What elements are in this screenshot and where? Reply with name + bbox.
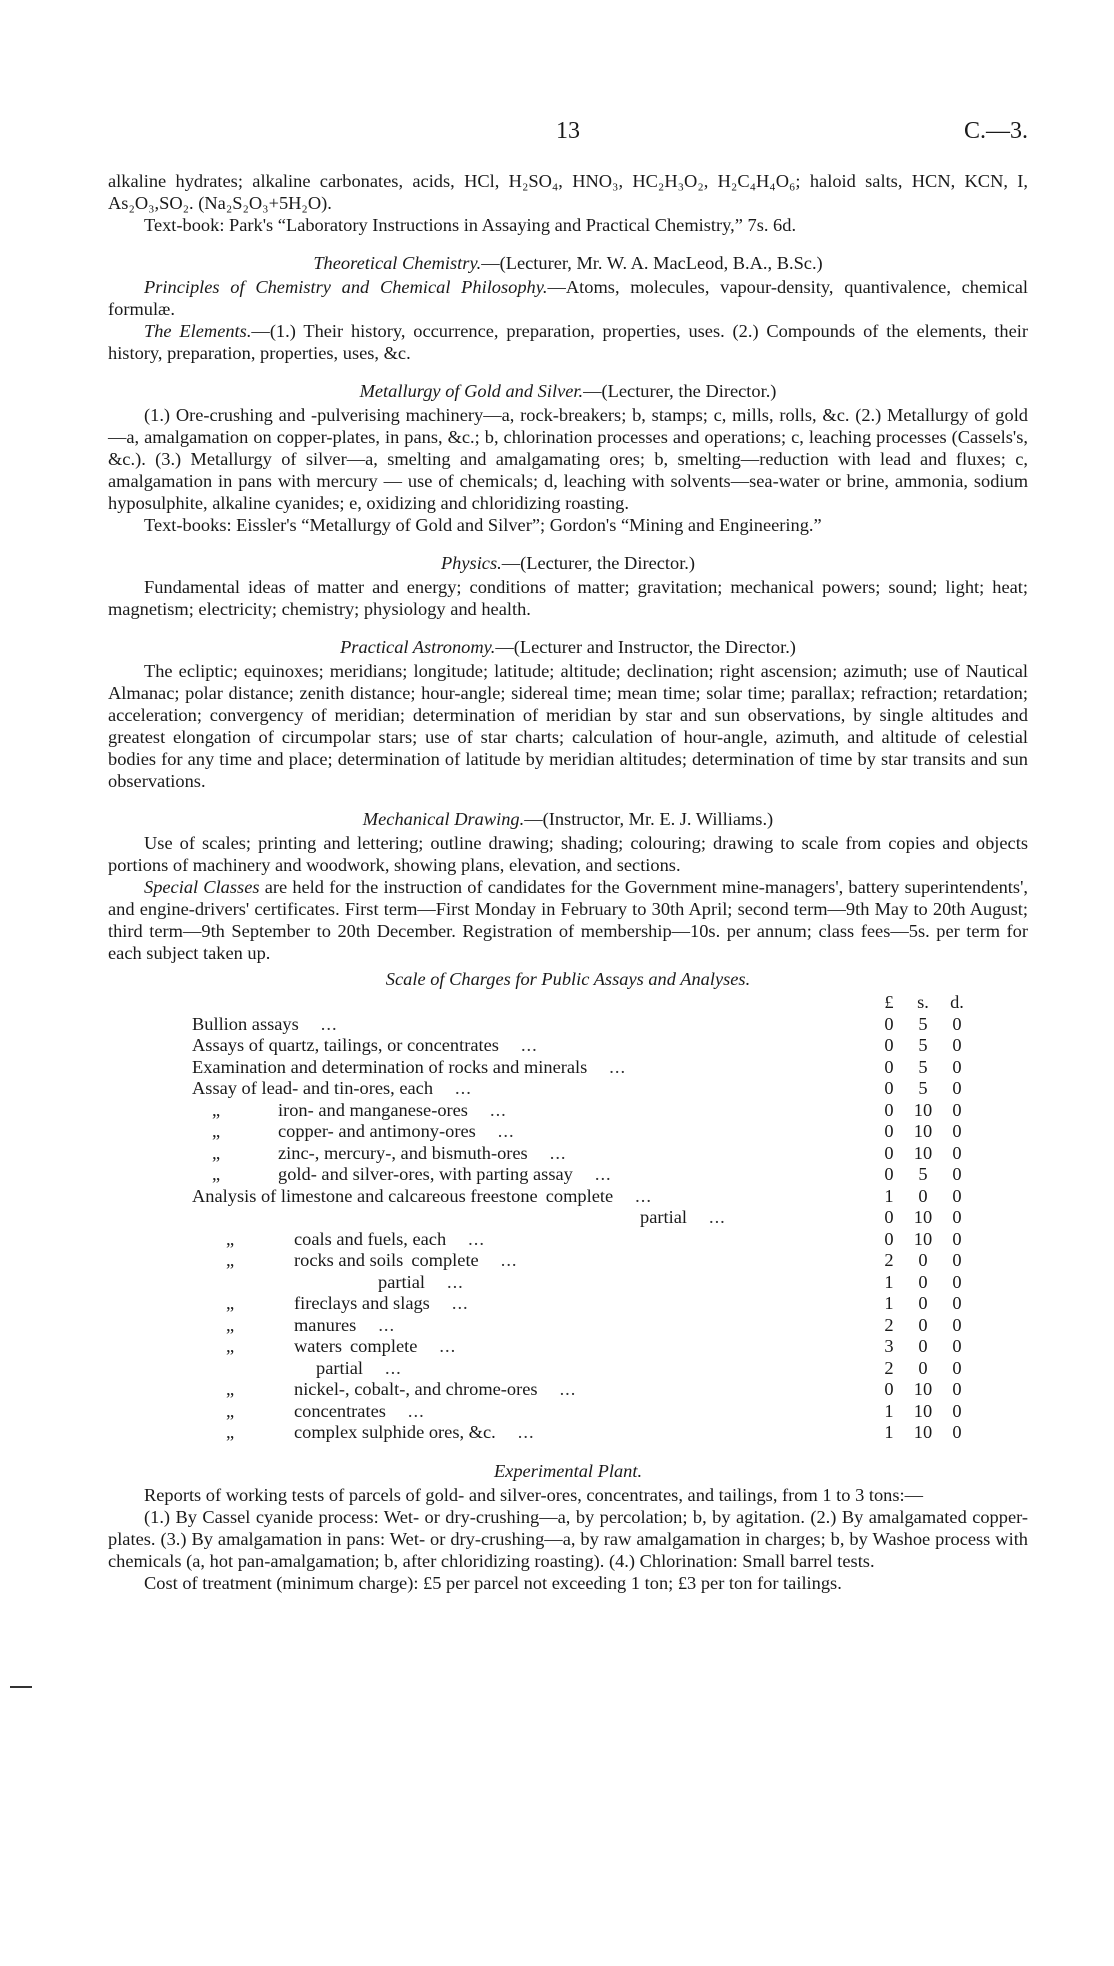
charges-row bbox=[192, 1401, 972, 1423]
ditto-mark: „ bbox=[226, 1250, 235, 1270]
charges-header-row bbox=[192, 992, 972, 1014]
charges-row bbox=[192, 1229, 972, 1251]
plant-processes: (1.) By Cassel cyanide process: Wet- or dry-crushing—a, by percolation; b, by agitation. (2.) By amalgamated copper-plates. (3.) By amalgamation in pans: Wet- or dry-crushing—a, by raw amalgamation in charges; b, by Washoe process with chemicals (a, hot pan-amalgamation; b, after chloridizing roasting). (4.) Chlorination: Small barrel tests. bbox=[108, 1506, 1028, 1571]
elements-text: —(1.) Their history, occurrence, preparation, properties, uses. (2.) Compounds of the elements, their history, preparation, properties, uses, &c. bbox=[108, 321, 1028, 363]
drawing-title: Mechanical Drawing. bbox=[362, 809, 525, 829]
charge-item: „ nickel-, cobalt-, and chrome-ores ... bbox=[192, 1379, 874, 1401]
header-shillings: s. bbox=[917, 992, 929, 1012]
charge-subitem-label: complete bbox=[545, 1185, 614, 1206]
pounds-value: 0 bbox=[884, 1228, 894, 1249]
shillings-value: 10 bbox=[913, 1400, 933, 1421]
pence-value: 0 bbox=[952, 1422, 962, 1442]
charge-item: „ zinc-, mercury-, and bismuth-ores ... bbox=[192, 1143, 874, 1165]
document-reference: C.—3. bbox=[963, 118, 1028, 144]
plant-title: Experimental Plant. bbox=[493, 1460, 643, 1481]
charge-subitem-label: complete bbox=[411, 1250, 479, 1270]
shillings-value: 0 bbox=[918, 1336, 928, 1356]
principles-text: —Atoms, molecules, vapour-density, quantivalence, chemical formulæ. bbox=[108, 277, 1028, 319]
metallurgy-textbooks: Text-books: Eissler's “Metallurgy of Gold and Silver”; Gordon's “Mining and Engineering.” bbox=[144, 515, 822, 535]
pounds-value: 0 bbox=[884, 1121, 894, 1141]
pounds-value: 1 bbox=[884, 1271, 894, 1292]
pence-value: 0 bbox=[952, 1078, 962, 1098]
charge-item-label: zinc-, mercury-, and bismuth-ores bbox=[278, 1142, 528, 1163]
charges-row bbox=[192, 1014, 972, 1036]
charge-item-label: concentrates bbox=[294, 1400, 386, 1421]
shillings-value: 0 bbox=[918, 1271, 928, 1292]
charges-row bbox=[192, 1143, 972, 1165]
pounds-value: 0 bbox=[884, 1207, 894, 1227]
chemistry-textbook: Text-book: Park's “Laboratory Instructions in Assaying and Practical Chemistry,” 7s. 6d. bbox=[144, 215, 797, 235]
margin-mark bbox=[10, 1686, 32, 1688]
charges-row bbox=[192, 1121, 972, 1143]
charges-row bbox=[192, 1272, 972, 1294]
pounds-value: 0 bbox=[884, 1099, 894, 1120]
charge-item-label: waters bbox=[294, 1336, 342, 1356]
pounds-value: 1 bbox=[884, 1185, 894, 1206]
charges-row bbox=[192, 1336, 972, 1358]
charge-item: „ iron- and manganese-ores ... bbox=[192, 1100, 874, 1122]
charges-row bbox=[192, 1250, 972, 1272]
charge-item-label: fireclays and slags bbox=[294, 1293, 430, 1313]
drawing-paragraph: Use of scales; printing and lettering; outline drawing; shading; colouring; drawing to scale from copies and objects portions of machinery and woodwork, showing plans, elevation, and sections. bbox=[108, 833, 1028, 875]
theoretical-chemistry-title: Theoretical Chemistry. bbox=[313, 253, 482, 273]
page-header bbox=[108, 118, 1028, 154]
reagents-paragraph: alkaline hydrates; alkaline carbonates, acids, HCl, H₂SO₄, HNO₃, HC₂H₃O₂, H₂C₄H₄O₆; haloid salts, HCN, KCN, I, As₂O₃,SO₂. (Na₂S₂O₃+5H₂O). bbox=[108, 171, 1028, 213]
shillings-value: 10 bbox=[913, 1099, 933, 1120]
charges-heading bbox=[108, 968, 1028, 990]
charges-row bbox=[192, 1358, 972, 1380]
pence-value: 0 bbox=[952, 1099, 962, 1120]
charge-item: partial ... bbox=[316, 1357, 402, 1378]
charge-item: „ manures ... bbox=[192, 1315, 874, 1337]
charge-item-label: Examination and determination of rocks and minerals bbox=[192, 1056, 588, 1077]
shillings-value: 5 bbox=[918, 1078, 928, 1098]
charge-subitem-label: partial bbox=[378, 1271, 425, 1292]
pounds-value: 2 bbox=[884, 1250, 894, 1270]
charges-row bbox=[192, 1293, 972, 1315]
ditto-mark: „ bbox=[226, 1379, 235, 1399]
charges-row bbox=[192, 1422, 972, 1444]
charge-item: Analysis of limestone and calcareous freestone complete ... bbox=[192, 1185, 652, 1206]
charge-item: „ rocks and soils complete ... bbox=[192, 1250, 874, 1272]
charge-item: „ waters complete ... bbox=[192, 1336, 874, 1358]
charge-item-label: copper- and antimony-ores bbox=[278, 1121, 476, 1141]
plant-intro: Reports of working tests of parcels of gold- and silver-ores, concentrates, and tailings, from 1 to 3 tons:— bbox=[144, 1484, 924, 1505]
astronomy-paragraph: The ecliptic; equinoxes; meridians; longitude; latitude; altitude; declination; right ascension; azimuth; use of Nautical Almanac; polar distance; zenith distance; hour-angle; sidereal time; mean time; solar time; parallax; refraction; retardation; acceleration; convergency of meridian; determination of meridian by star and sun observations, by single altitudes and greatest elongation of circumpolar stars; use of star charts; calculation of hour-angle, azimuth, and altitude of celestial bodies for any time and place; determination of latitude by meridian altitudes; determination of time by star transits and sun observations. bbox=[108, 661, 1028, 791]
charge-item: „ gold- and silver-ores, with parting assay ... bbox=[192, 1164, 874, 1186]
shillings-value: 5 bbox=[918, 1013, 928, 1034]
theoretical-chemistry-lecturer: —(Lecturer, Mr. W. A. MacLeod, B.A., B.Sc.) bbox=[481, 253, 823, 273]
charge-item: Assay of lead- and tin-ores, each ... bbox=[192, 1078, 472, 1098]
metallurgy-title: Metallurgy of Gold and Silver. bbox=[359, 381, 584, 401]
physics-title: Physics. bbox=[440, 553, 502, 573]
pence-value: 0 bbox=[952, 1293, 962, 1313]
ditto-mark: „ bbox=[212, 1142, 221, 1163]
charges-row bbox=[192, 1207, 972, 1229]
pounds-value: 2 bbox=[884, 1357, 894, 1378]
shillings-value: 5 bbox=[918, 1035, 928, 1055]
page-number: 13 bbox=[556, 118, 580, 144]
pence-value: 0 bbox=[952, 1336, 962, 1356]
charge-item: „ concentrates ... bbox=[192, 1401, 874, 1423]
pence-value: 0 bbox=[952, 1314, 962, 1335]
shillings-value: 5 bbox=[918, 1056, 928, 1077]
special-classes-text: are held for the instruction of candidates for the Government mine-managers', battery superintendents', and engine-drivers' certificates. First term—First Monday in February to 30th April; second term—9th May to 20th August; third term—9th September to 20th December. Registration of membership—10s. per annum; class fees—5s. per term for each subject taken up. bbox=[108, 877, 1028, 963]
charge-item: Assays of quartz, tailings, or concentrates ... bbox=[192, 1035, 538, 1055]
ditto-mark: „ bbox=[212, 1121, 221, 1141]
ditto-mark: „ bbox=[226, 1293, 235, 1313]
charges-row bbox=[192, 1315, 972, 1337]
physics-heading bbox=[108, 552, 1028, 574]
shillings-value: 0 bbox=[918, 1357, 928, 1378]
pounds-value: 0 bbox=[884, 1013, 894, 1034]
charge-item-label: iron- and manganese-ores bbox=[278, 1099, 468, 1120]
shillings-value: 0 bbox=[918, 1293, 928, 1313]
pence-value: 0 bbox=[952, 1185, 962, 1206]
ditto-mark: „ bbox=[212, 1164, 221, 1184]
drawing-heading bbox=[108, 808, 1028, 830]
shillings-value: 10 bbox=[913, 1207, 933, 1227]
charge-item: Examination and determination of rocks and minerals ... bbox=[192, 1056, 627, 1077]
pounds-value: 0 bbox=[884, 1056, 894, 1077]
pounds-value: 0 bbox=[884, 1379, 894, 1399]
ditto-mark: „ bbox=[226, 1336, 235, 1356]
charges-row bbox=[192, 1078, 972, 1100]
charges-row bbox=[192, 1379, 972, 1401]
ditto-mark: „ bbox=[226, 1314, 235, 1335]
header-pounds: £ bbox=[884, 992, 894, 1012]
shillings-value: 0 bbox=[918, 1250, 928, 1270]
physics-lecturer: —(Lecturer, the Director.) bbox=[501, 553, 696, 573]
principles-title: Principles of Chemistry and Chemical Philosophy. bbox=[144, 277, 548, 297]
charge-item-label: rocks and soils bbox=[294, 1250, 404, 1270]
charges-row bbox=[192, 1057, 972, 1079]
header-pence: d. bbox=[950, 992, 964, 1012]
plant-heading bbox=[108, 1460, 1028, 1482]
shillings-value: 0 bbox=[918, 1314, 928, 1335]
charges-row bbox=[192, 1164, 972, 1186]
charge-item-label: nickel-, cobalt-, and chrome-ores bbox=[294, 1379, 538, 1399]
charge-subitem-label: complete bbox=[350, 1336, 418, 1356]
charges-table-body bbox=[192, 992, 972, 1444]
metallurgy-paragraph: (1.) Ore-crushing and -pulverising machinery—a, rock-breakers; b, stamps; c, mills, rolls, &c. (2.) Metallurgy of gold—a, amalgamation on copper-plates, in pans, &c.; b, chlorination processes and operations; c, leaching processes (Cassels's, &c.). (3.) Metallurgy of silver—a, smelting and amalgamating ores; b, smelting—reduction with lead and fluxes; c, amalgamation in pans with mercury — use of chemicals; d, leaching with solvents—sea-water or brine, ammonia, sodium hyposulphite, alkaline cyanides; e, oxidizing and chloridizing roasting. bbox=[108, 405, 1028, 513]
pence-value: 0 bbox=[952, 1142, 962, 1163]
pence-value: 0 bbox=[952, 1164, 962, 1184]
charges-table bbox=[192, 992, 972, 1444]
pence-value: 0 bbox=[952, 1379, 962, 1399]
theoretical-chemistry-heading bbox=[108, 252, 1028, 274]
special-classes-title: Special Classes bbox=[144, 877, 260, 897]
charge-item-label: Assays of quartz, tailings, or concentrates bbox=[192, 1035, 499, 1055]
charge-item-label: Assay of lead- and tin-ores, each bbox=[192, 1078, 434, 1098]
pence-value: 0 bbox=[952, 1357, 962, 1378]
charge-subitem-label: partial bbox=[640, 1207, 687, 1227]
principles-paragraph bbox=[108, 276, 1028, 320]
astronomy-title: Practical Astronomy. bbox=[340, 637, 496, 657]
drawing-lecturer: —(Instructor, Mr. E. J. Williams.) bbox=[524, 809, 774, 829]
pounds-value: 0 bbox=[884, 1142, 894, 1163]
pounds-value: 3 bbox=[884, 1336, 894, 1356]
ditto-mark: „ bbox=[226, 1228, 235, 1249]
charge-item: „ copper- and antimony-ores ... bbox=[192, 1121, 874, 1143]
pounds-value: 1 bbox=[884, 1293, 894, 1313]
pounds-value: 1 bbox=[884, 1400, 894, 1421]
page-body bbox=[108, 170, 1028, 1594]
pence-value: 0 bbox=[952, 1013, 962, 1034]
pence-value: 0 bbox=[952, 1400, 962, 1421]
ditto-mark: „ bbox=[226, 1400, 235, 1421]
pence-value: 0 bbox=[952, 1035, 962, 1055]
charges-row bbox=[192, 1035, 972, 1057]
shillings-value: 0 bbox=[918, 1185, 928, 1206]
shillings-value: 10 bbox=[913, 1228, 933, 1249]
shillings-value: 10 bbox=[913, 1379, 933, 1399]
astronomy-lecturer: —(Lecturer and Instructor, the Director.) bbox=[495, 637, 796, 657]
pence-value: 0 bbox=[952, 1250, 962, 1270]
charge-item: partial ... bbox=[378, 1271, 464, 1292]
charge-item: partial ... bbox=[640, 1207, 726, 1227]
charge-item: „ fireclays and slags ... bbox=[192, 1293, 874, 1315]
charge-item: Bullion assays ... bbox=[192, 1013, 338, 1034]
ditto-mark: „ bbox=[212, 1099, 221, 1120]
pounds-value: 0 bbox=[884, 1035, 894, 1055]
metallurgy-lecturer: —(Lecturer, the Director.) bbox=[583, 381, 777, 401]
charge-item-label: coals and fuels, each bbox=[294, 1228, 447, 1249]
pounds-value: 1 bbox=[884, 1422, 894, 1442]
shillings-value: 5 bbox=[918, 1164, 928, 1184]
shillings-value: 10 bbox=[913, 1121, 933, 1141]
charge-item-label: manures bbox=[294, 1314, 357, 1335]
special-classes-paragraph bbox=[108, 876, 1028, 964]
elements-paragraph bbox=[108, 320, 1028, 364]
ditto-mark: „ bbox=[226, 1422, 235, 1442]
charge-subitem-label: partial bbox=[316, 1357, 363, 1378]
charges-row bbox=[192, 1100, 972, 1122]
pence-value: 0 bbox=[952, 1056, 962, 1077]
charge-item-label: gold- and silver-ores, with parting assay bbox=[278, 1164, 573, 1184]
pounds-value: 0 bbox=[884, 1164, 894, 1184]
charges-header-label bbox=[192, 992, 874, 1014]
plant-cost: Cost of treatment (minimum charge): £5 per parcel not exceeding 1 ton; £3 per ton for tailings. bbox=[144, 1572, 842, 1593]
shillings-value: 10 bbox=[913, 1422, 933, 1442]
charge-item-label: Bullion assays bbox=[192, 1013, 299, 1034]
charge-item-label: complex sulphide ores, &c. bbox=[294, 1422, 496, 1442]
pence-value: 0 bbox=[952, 1228, 962, 1249]
metallurgy-heading bbox=[108, 380, 1028, 402]
astronomy-heading bbox=[108, 636, 1028, 658]
physics-paragraph: Fundamental ideas of matter and energy; conditions of matter; gravitation; mechanical powers; sound; light; heat; magnetism; electricity; chemistry; physiology and health. bbox=[108, 577, 1028, 619]
charge-item-label: Analysis of limestone and calcareous freestone bbox=[192, 1185, 538, 1206]
charge-item: „ coals and fuels, each ... bbox=[192, 1229, 874, 1251]
charge-item: „ complex sulphide ores, &c. ... bbox=[192, 1422, 874, 1444]
shillings-value: 10 bbox=[913, 1142, 933, 1163]
charges-row bbox=[192, 1186, 972, 1208]
pence-value: 0 bbox=[952, 1121, 962, 1141]
pounds-value: 2 bbox=[884, 1314, 894, 1335]
charges-title: Scale of Charges for Public Assays and Analyses. bbox=[385, 969, 751, 989]
pence-value: 0 bbox=[952, 1207, 962, 1227]
pounds-value: 0 bbox=[884, 1078, 894, 1098]
pence-value: 0 bbox=[952, 1271, 962, 1292]
elements-title: The Elements. bbox=[144, 321, 252, 341]
